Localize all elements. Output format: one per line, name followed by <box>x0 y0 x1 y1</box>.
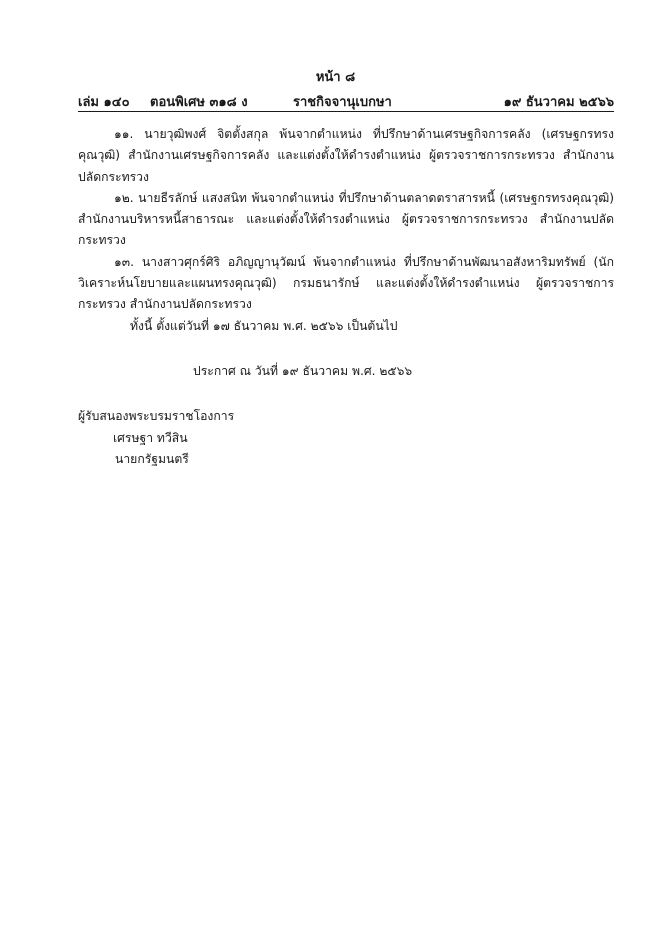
publication-date: ๑๙ ธันวาคม ๒๕๖๖ <box>503 95 614 110</box>
gazette-header <box>78 91 614 112</box>
issue-number: ตอนพิเศษ ๓๑๘ ง <box>150 95 248 110</box>
paragraph-item-13: ๑๓. นางสาวศุกร์ศิริ อภิญญานุวัฒน์ พ้นจากตำแหน่ง ที่ปรึกษาด้านพัฒนาอสังหาริมทรัพย์ (นักวิเคราะห์นโยบายและแผนทรงคุณวุฒิ) กรมธนารักษ์ และแต่งตั้งให้ดำรงตำแหน่ง ผู้ตรวจราชการกระทรวง สำนักงานปลัดกระทรวง <box>78 254 614 312</box>
gazette-title: ราชกิจจานุเบกษา <box>293 95 392 110</box>
announcement-body <box>78 124 614 337</box>
paragraph-item-11: ๑๑. นายวุฒิพงศ์ จิตตั้งสกุล พ้นจากตำแหน่ง ที่ปรึกษาด้านเศรษฐกิจการคลัง (เศรษฐกรทรงคุณวุฒิ) สำนักงานเศรษฐกิจการคลัง และแต่งตั้งให้ดำรงตำแหน่ง ผู้ตรวจราชการกระทรวง สำนักงานปลัดกระทรวง <box>78 127 614 184</box>
signatory-name: เศรษฐา ทวีสิน <box>113 430 188 445</box>
paragraph-item-12: ๑๒. นายธีรลักษ์ แสงสนิท พ้นจากตำแหน่ง ที่ปรึกษาด้านตลาดตราสารหนี้ (เศรษฐกรทรงคุณวุฒิ) สำนักงานบริหารหนี้สาธารณะ และแต่งตั้งให้ดำรงตำแหน่ง ผู้ตรวจราชการกระทรวง สำนักงานปลัดกระทรวง <box>78 190 614 248</box>
page-number: หน้า ๘ <box>315 70 356 85</box>
announcement-date-line: ประกาศ ณ วันที่ ๑๙ ธันวาคม พ.ศ. ๒๕๖๖ <box>193 364 413 378</box>
effective-date-statement: ทั้งนี้ ตั้งแต่วันที่ ๑๗ ธันวาคม พ.ศ. ๒๕๖๖ เป็นต้นไป <box>130 318 398 333</box>
countersignature-block <box>78 406 234 471</box>
signatory-position: นายกรัฐมนตรี <box>115 452 189 466</box>
volume-number: เล่ม ๑๔๐ <box>78 95 130 110</box>
countersign-title: ผู้รับสนองพระบรมราชโองการ <box>78 409 235 423</box>
